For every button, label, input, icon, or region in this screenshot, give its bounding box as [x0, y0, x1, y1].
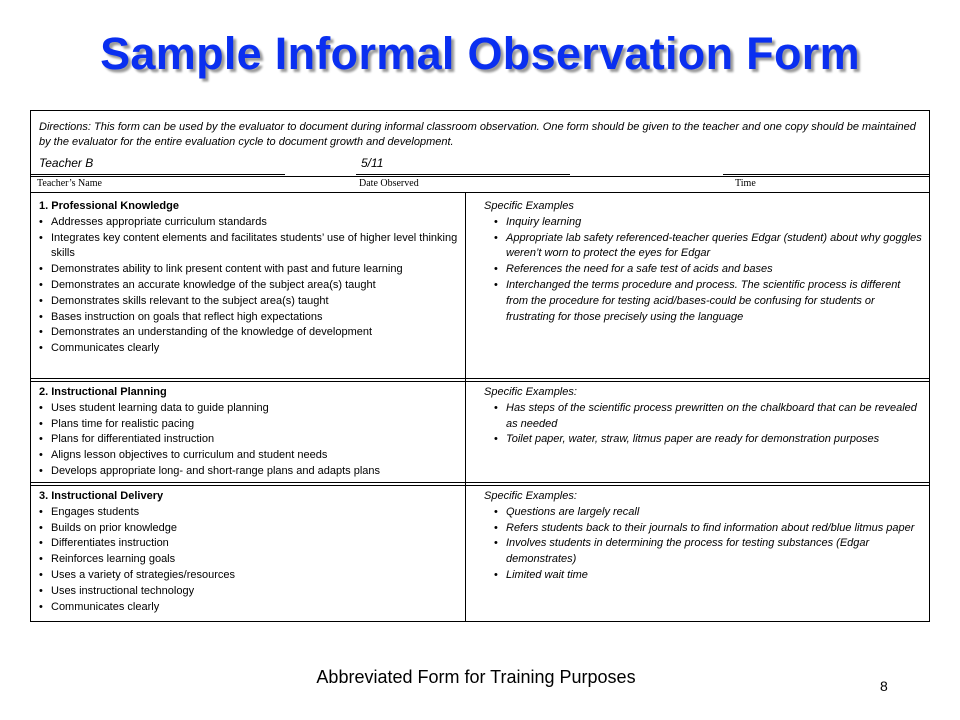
section-divider — [31, 482, 929, 486]
list-item: • Builds on prior knowledge — [39, 521, 461, 537]
form-directions: Directions: This form can be used by the evaluator to document during informal classroom observation. One form should be given to the teacher and one copy should be maintained by the evaluator for the entire evaluation cycle to document growth and development. — [39, 121, 916, 148]
section-divider — [31, 378, 929, 382]
section-1-criteria — [39, 199, 461, 357]
list-item: • Uses a variety of strategies/resources — [39, 568, 461, 584]
list-item: • Plans time for realistic pacing — [39, 417, 461, 433]
list-item: • Plans for differentiated instruction — [39, 432, 461, 448]
date-observed-line — [356, 174, 570, 175]
page-title: Sample Informal Observation Form — [100, 28, 860, 79]
section-3-title: 3. Instructional Delivery — [39, 490, 164, 502]
section-3-list — [39, 505, 461, 616]
section-1-examples — [484, 199, 924, 325]
observation-form — [30, 110, 930, 622]
time-line — [723, 174, 929, 175]
section-2-examples — [484, 385, 924, 448]
section-3-criteria — [39, 489, 461, 615]
list-item: • Uses student learning data to guide planning — [39, 401, 461, 417]
section-2-list — [39, 401, 461, 480]
list-item: • Engages students — [39, 505, 461, 521]
list-item: • Uses instructional technology — [39, 584, 461, 600]
form-header-row — [31, 176, 929, 193]
section-3-examples-list — [484, 505, 924, 584]
section-1-title: 1. Professional Knowledge — [39, 200, 179, 212]
section-3-examples — [484, 489, 924, 584]
list-item: • Differentiates instruction — [39, 536, 461, 552]
date-observed-label: Date Observed — [359, 178, 419, 189]
section-3-examples-title: Specific Examples: — [484, 490, 577, 502]
list-item: • Demonstrates skills relevant to the subject area(s) taught — [39, 294, 461, 310]
section-2-title: 2. Instructional Planning — [39, 386, 167, 398]
list-item: • Has steps of the scientific process prewritten on the chalkboard that can be revealed as needed — [484, 401, 924, 433]
list-item: • Communicates clearly — [39, 341, 461, 357]
list-item: • Demonstrates an understanding of the knowledge of development — [39, 325, 461, 341]
page-number: 8 — [880, 678, 888, 694]
list-item: • References the need for a safe test of acids and bases — [484, 262, 924, 278]
list-item: • Refers students back to their journals to find information about red/blue litmus paper — [484, 521, 924, 537]
list-item: • Demonstrates ability to link present content with past and future learning — [39, 262, 461, 278]
date-observed-value: 5/11 — [361, 156, 384, 170]
list-item: • Integrates key content elements and facilitates students’ use of higher level thinking skills — [39, 231, 461, 263]
teacher-name-value: Teacher B — [39, 156, 94, 170]
section-1-list — [39, 215, 461, 357]
section-2-criteria — [39, 385, 461, 480]
section-1-examples-title: Specific Examples — [484, 200, 574, 212]
list-item: • Questions are largely recall — [484, 505, 924, 521]
section-2-examples-list — [484, 401, 924, 448]
column-divider — [465, 192, 466, 622]
list-item: • Involves students in determining the process for testing substances (Edgar demonstrates) — [484, 536, 924, 568]
list-item: • Demonstrates an accurate knowledge of the subject area(s) taught — [39, 278, 461, 294]
list-item: • Inquiry learning — [484, 215, 924, 231]
section-2-examples-title: Specific Examples: — [484, 386, 577, 398]
time-label: Time — [735, 178, 756, 189]
list-item: • Toilet paper, water, straw, litmus paper are ready for demonstration purposes — [484, 432, 924, 448]
footer-caption: Abbreviated Form for Training Purposes — [316, 667, 636, 687]
list-item: • Appropriate lab safety referenced-teacher queries Edgar (student) about why goggles weren’t worn to protect the eyes for Edgar — [484, 231, 924, 263]
list-item: • Limited wait time — [484, 568, 924, 584]
teacher-name-label: Teacher’s Name — [37, 178, 102, 189]
list-item: • Develops appropriate long- and short-range plans and adapts plans — [39, 464, 461, 480]
list-item: • Bases instruction on goals that reflect high expectations — [39, 310, 461, 326]
teacher-name-line — [31, 174, 285, 175]
list-item: • Addresses appropriate curriculum standards — [39, 215, 461, 231]
list-item: • Reinforces learning goals — [39, 552, 461, 568]
list-item: • Interchanged the terms procedure and process. The scientific process is different from the procedure for testing acid/bases-could be confusing for students or frustrating for those precisely using the language — [484, 278, 924, 325]
list-item: • Communicates clearly — [39, 600, 461, 616]
list-item: • Aligns lesson objectives to curriculum and student needs — [39, 448, 461, 464]
section-1-examples-list — [484, 215, 924, 326]
